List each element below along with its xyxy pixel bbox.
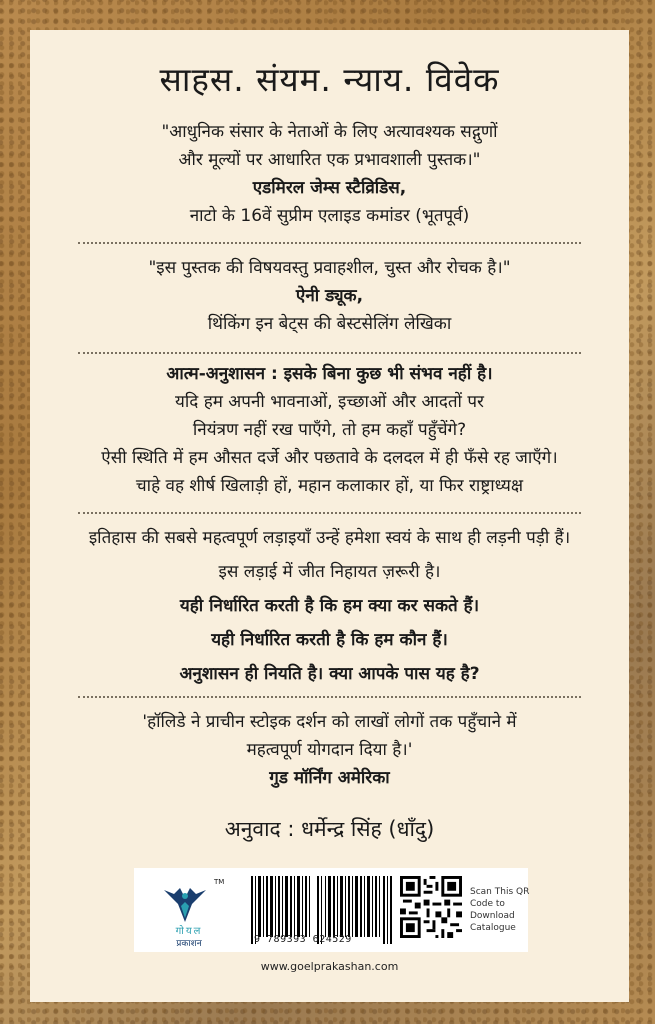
scan-qr-caption: Scan This QR Code to Download Catalogue <box>470 887 530 933</box>
page-title: साहस. संयम. न्याय. विवेक <box>159 60 500 99</box>
publisher-website[interactable]: www.goelprakashan.com <box>260 960 399 973</box>
quote-text-line: महत्वपूर्ण योगदान दिया है।' <box>246 740 413 760</box>
body-text-line: यदि हम अपनी भावनाओं, इच्छाओं और आदतों पर <box>175 392 484 412</box>
self-discipline-section <box>50 360 609 500</box>
back-cover-panel <box>30 30 629 1002</box>
quote-author-role: नाटो के 16वें सुप्रीम एलाइड कमांडर (भूतपूर्व) <box>189 206 470 226</box>
quote-text-line: 'हॉलिडे ने प्राचीन स्टोइक दर्शन को लाखों लोगों तक पहुँचाने में <box>142 712 517 732</box>
battle-section <box>50 524 609 688</box>
quote-author: गुड मॉर्निंग अमेरिका <box>269 768 390 788</box>
quote-stavridis <box>50 118 609 230</box>
barcode-number: 9 789393 624529 <box>254 934 352 945</box>
quote-author: एडमिरल जेम्स स्टैव्रिडिस, <box>252 178 407 198</box>
quote-text-line: "इस पुस्तक की विषयवस्तु प्रवाहशील, चुस्त और रोचक है।" <box>148 258 511 278</box>
dotted-divider <box>78 512 581 514</box>
eagle-logo-icon <box>160 884 210 924</box>
qr-code-icon <box>400 876 462 938</box>
emphasis-line: यही निर्धारित करती है कि हम कौन हैं। <box>211 630 448 650</box>
quote-duke <box>50 254 609 338</box>
body-text-line: चाहे वह शीर्ष खिलाड़ी हों, महान कलाकार हों, या फिर राष्ट्राध्यक्ष <box>135 476 524 496</box>
dotted-divider <box>78 242 581 244</box>
quote-text-line: "आधुनिक संसार के नेताओं के लिए अत्यावश्यक सद्गुणों <box>161 122 498 142</box>
trademark-mark: TM <box>214 878 225 886</box>
translator-credit: अनुवाद : धर्मेन्द्र सिंह (धाँदु) <box>224 817 435 841</box>
publisher-name-sub: प्रकाशन <box>176 939 202 949</box>
emphasis-line: अनुशासन ही नियति है। क्या आपके पास यह है? <box>179 664 480 684</box>
dotted-divider <box>78 352 581 354</box>
section-heading: आत्म-अनुशासन : इसके बिना कुछ भी संभव नहीं है। <box>166 364 493 384</box>
publisher-name: गोयल <box>175 926 203 937</box>
publisher-logo <box>134 868 244 952</box>
quote-gma <box>50 708 609 792</box>
publisher-strip <box>134 868 528 952</box>
body-text-line: इतिहास की सबसे महत्वपूर्ण लड़ाइयाँ उन्हें हमेशा स्वयं के साथ ही लड़नी पड़ी हैं। <box>88 528 571 548</box>
quote-author-role: थिंकिंग इन बेट्स की बेस्टसेलिंग लेखिका <box>207 314 452 334</box>
emphasis-line: यही निर्धारित करती है कि हम क्या कर सकते हैं। <box>179 596 480 616</box>
body-text-line: इस लड़ाई में जीत निहायत ज़रूरी है। <box>218 562 441 582</box>
quote-text-line: और मूल्यों पर आधारित एक प्रभावशाली पुस्तक।" <box>178 150 481 170</box>
quote-author: ऐनी ड्यूक, <box>295 286 364 306</box>
body-text-line: नियंत्रण नहीं रख पाएँगे, तो हम कहाँ पहुँचेंगे? <box>192 420 467 440</box>
dotted-divider <box>78 696 581 698</box>
body-text-line: ऐसी स्थिति में हम औसत दर्जे और पछतावे के दलदल में ही फँसे रह जाएँगे। <box>101 448 558 468</box>
